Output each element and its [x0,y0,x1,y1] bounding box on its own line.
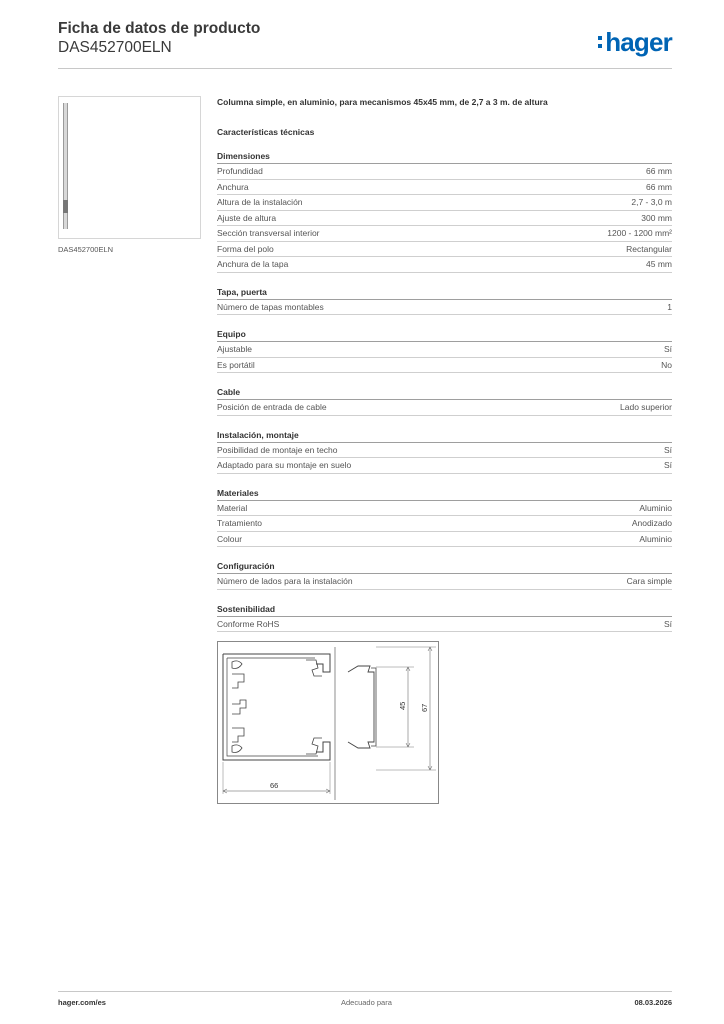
spec-row [217,342,672,358]
spec-value: Aluminio [639,502,672,513]
spec-label: Ajustable [217,344,252,354]
spec-value: Sí [663,618,672,629]
logo-text: hager [605,27,672,57]
spec-section [217,386,672,416]
spec-row [217,164,672,180]
spec-section [217,328,672,373]
spec-label: Es portátil [217,359,255,370]
spec-label: Colour [217,533,243,544]
spec-section [217,429,672,474]
spec-label: Número de tapas montables [217,301,324,312]
hager-logo [598,28,672,56]
spec-value: 300 mm [641,212,672,223]
section-title: Tapa, puerta [217,286,672,300]
dimension-width-label: 66 [270,781,279,790]
spec-value: 1200 - 1200 mm² [607,228,672,238]
spec-value: Anodizado [631,518,672,528]
spec-sections [217,150,672,632]
spec-label: Número de lados para la instalación [217,576,353,586]
dimension-height-label: 67 [420,703,429,712]
spec-row [217,617,672,633]
section-title: Equipo [217,328,672,342]
spec-section [217,150,672,273]
spec-value: Sí [663,460,672,470]
page-title: Ficha de datos de producto [58,20,261,37]
footer-date: 08.03.2026 [634,998,672,1007]
spec-label: Material [217,502,248,513]
spec-row [217,257,672,273]
section-title: Sostenibilidad [217,603,672,617]
product-description: Columna simple, en aluminio, para mecanismos 45x45 mm, de 2,7 a 3 m. de altura [217,97,548,107]
characteristics-title: Características técnicas [217,127,315,137]
section-title: Configuración [217,560,672,574]
spec-row [217,358,672,374]
spec-row [217,443,672,459]
spec-value: 45 mm [646,259,672,269]
spec-section [217,286,672,316]
spec-label: Sección transversal interior [217,228,320,238]
spec-value: No [661,359,672,370]
spec-section [217,603,672,633]
column-pole-mark [63,200,68,213]
footer-center-text: Adecuado para [341,998,392,1007]
header-divider [58,68,672,69]
spec-label: Altura de la instalación [217,197,303,207]
spec-row [217,226,672,242]
cross-section-drawing [217,641,439,804]
spec-row [217,501,672,517]
spec-value: Lado superior [620,402,672,412]
spec-row [217,211,672,227]
spec-row [217,300,672,316]
spec-section [217,487,672,548]
spec-label: Ajuste de altura [217,212,277,223]
spec-label: Tratamiento [217,518,263,528]
spec-label: Anchura de la tapa [217,259,289,269]
product-image-caption: DAS452700ELN [58,245,114,254]
spec-row [217,458,672,474]
spec-row [217,400,672,416]
spec-label: Forma del polo [217,243,274,254]
spec-value: Aluminio [639,533,672,544]
section-title: Materiales [217,487,672,501]
spec-label: Posición de entrada de cable [217,402,327,412]
spec-value: Sí [663,444,672,455]
spec-label: Posibilidad de montaje en techo [217,444,338,455]
section-title: Cable [217,386,672,400]
spec-label: Profundidad [217,166,263,176]
spec-value: Sí [663,344,672,354]
spec-row [217,574,672,590]
spec-row [217,180,672,196]
spec-label: Conforme RoHS [217,618,280,629]
spec-section [217,560,672,590]
spec-value: Cara simple [626,576,672,586]
footer-website-link[interactable]: hager.com/es [58,998,106,1007]
spec-row [217,195,672,211]
section-title: Instalación, montaje [217,429,672,443]
footer-divider [58,991,672,992]
spec-value: 66 mm [646,181,672,192]
spec-row [217,532,672,548]
cross-section-svg [218,642,440,805]
spec-value: Rectangular [626,243,672,254]
section-title: Dimensiones [217,150,672,164]
spec-content [217,96,672,660]
logo-mark-icon [598,36,602,48]
spec-label: Adaptado para su montaje en suelo [217,460,352,470]
spec-row [217,516,672,532]
dimension-inner-label: 45 [398,701,407,710]
spec-value: 1 [667,301,672,312]
spec-value: 66 mm [646,166,672,176]
product-reference: DAS452700ELN [58,39,172,56]
spec-label: Anchura [217,181,249,192]
spec-value: 2,7 - 3,0 m [631,197,672,207]
spec-row [217,242,672,258]
product-image [58,96,201,239]
